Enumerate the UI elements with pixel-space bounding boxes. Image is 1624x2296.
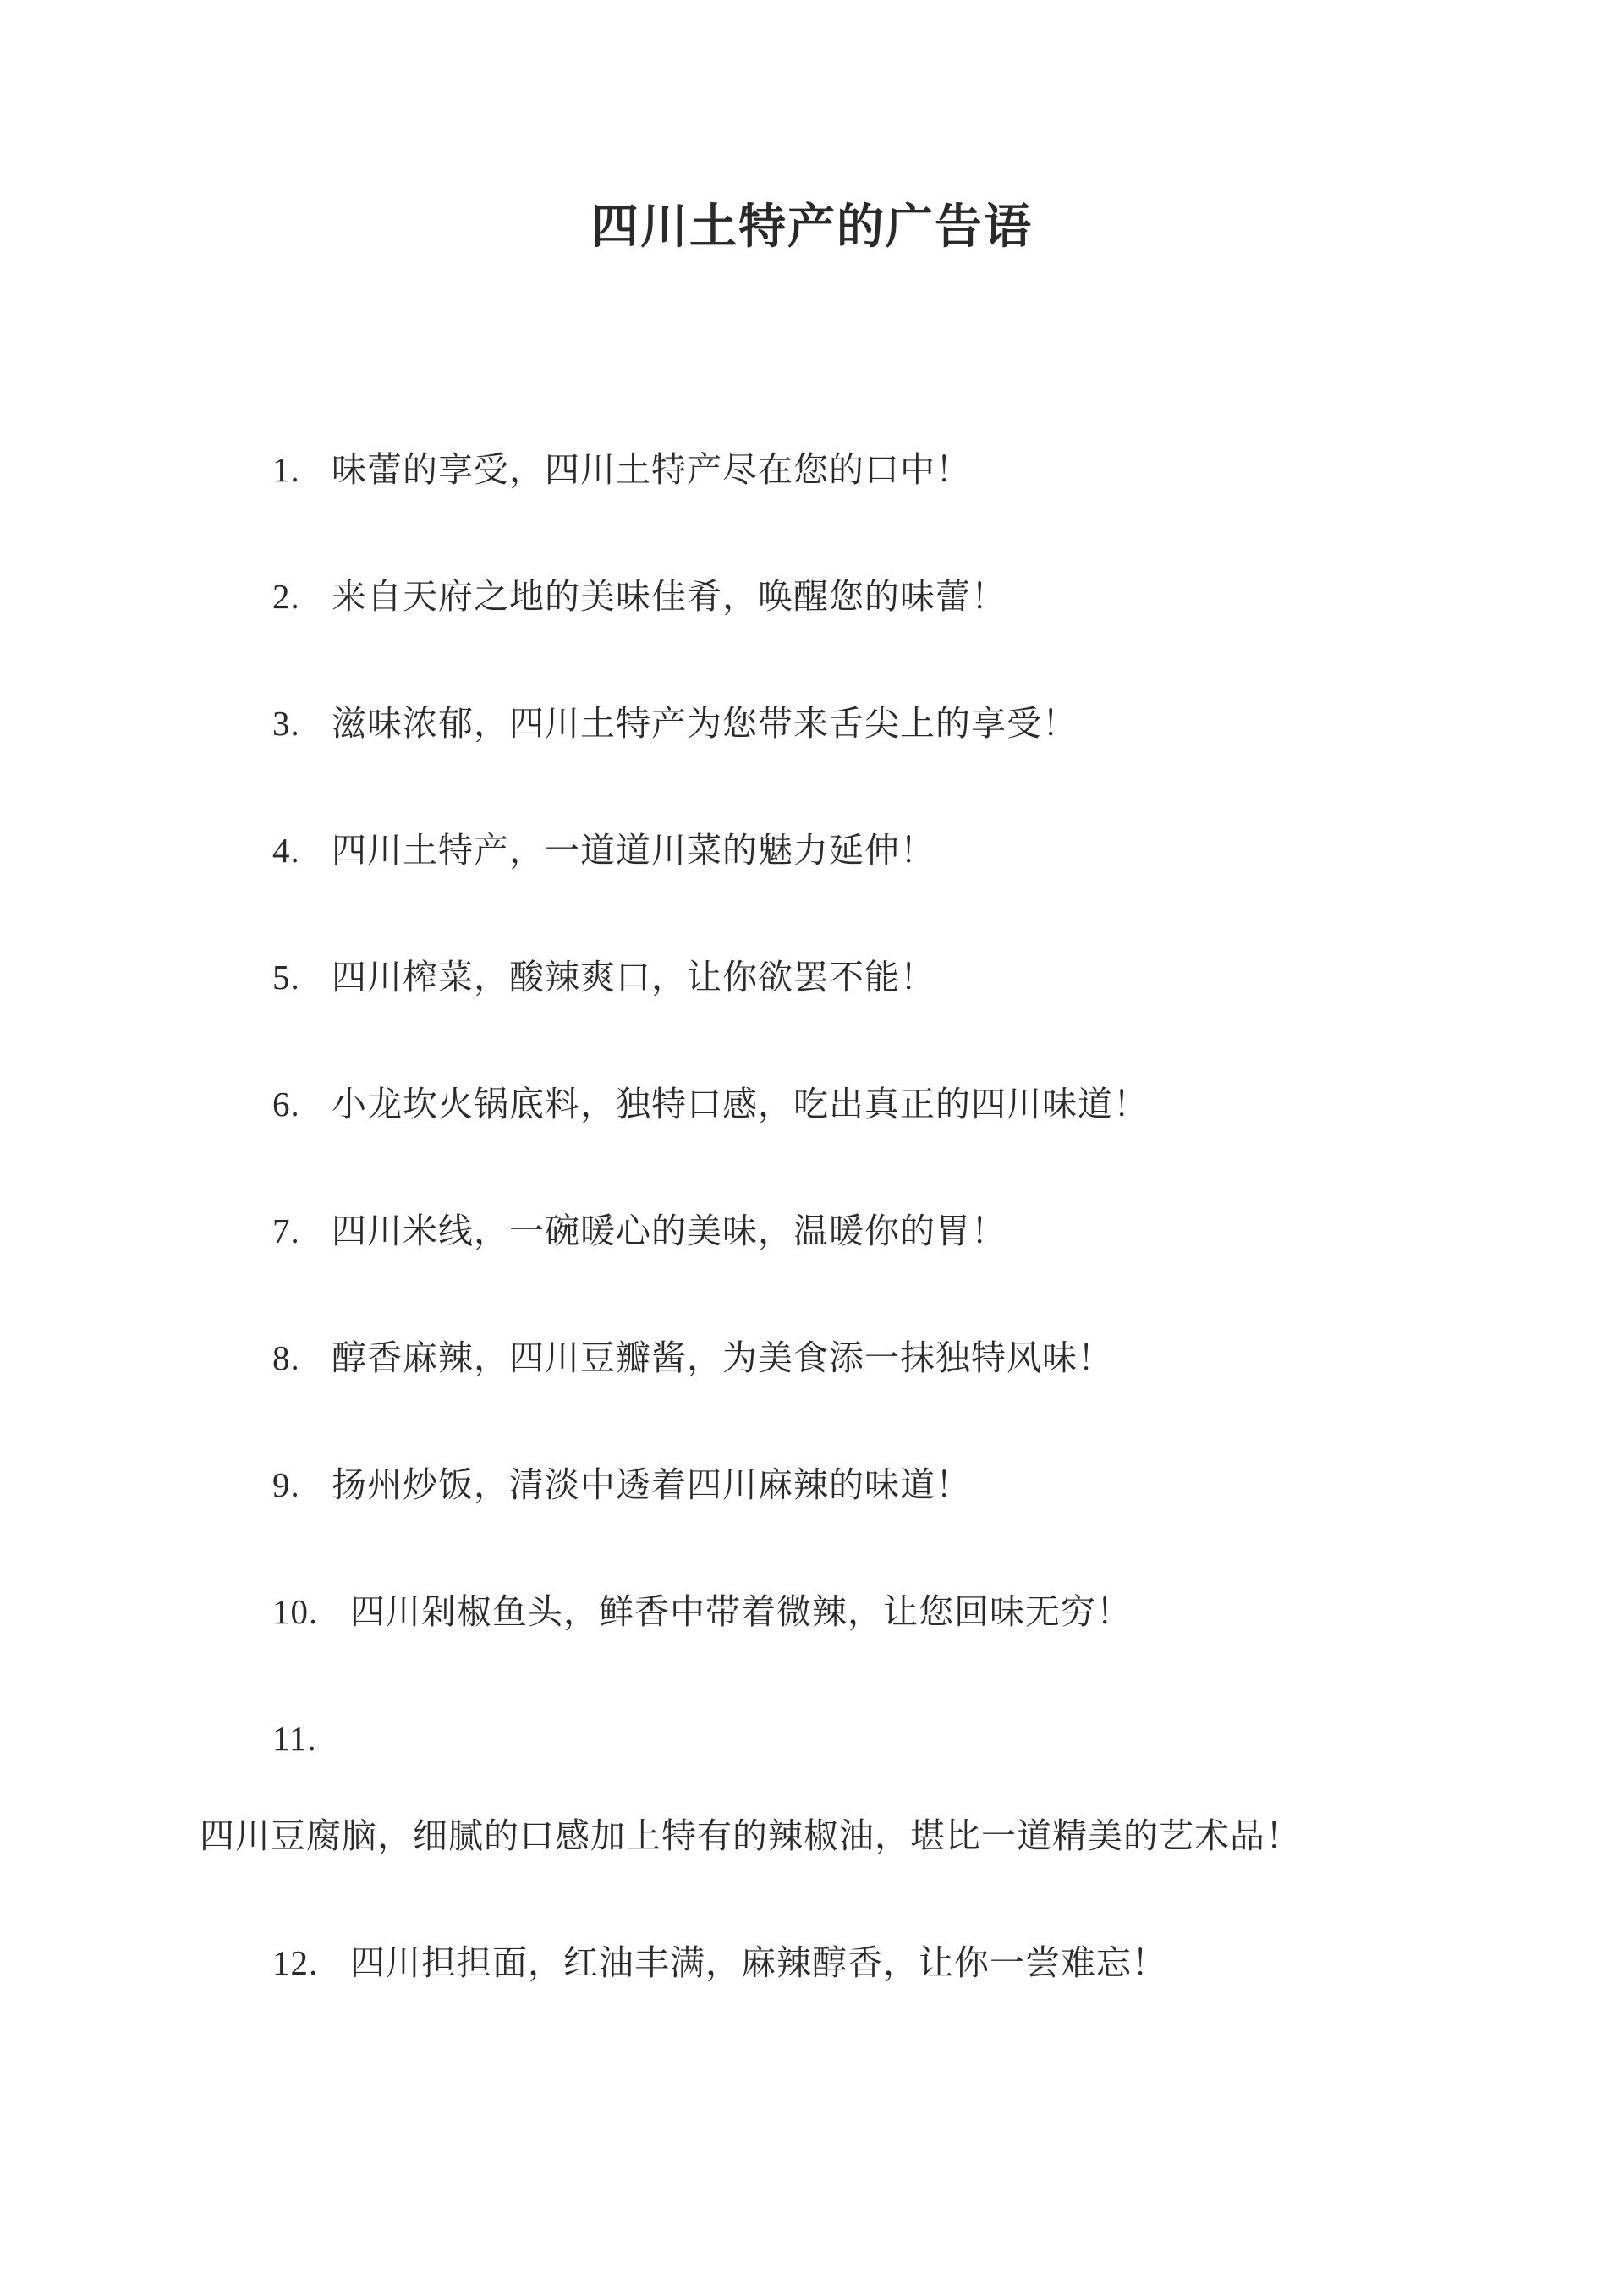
list-item-text: 四川豆腐脑，细腻的口感加上特有的辣椒油，堪比一道精美的艺术品！ (200, 1815, 1301, 1856)
list-item (272, 571, 1007, 622)
list-item-number: 8. (272, 1338, 300, 1377)
list-item-number: 4. (272, 831, 300, 870)
list-item (272, 1937, 1167, 1988)
list-item (272, 952, 935, 1002)
list-item-text: 小龙坎火锅底料，独特口感，吃出真正的四川味道！ (332, 1084, 1149, 1124)
list-item (272, 1332, 1113, 1383)
list-item-number: 5. (272, 958, 300, 997)
list-item (272, 1459, 971, 1510)
list-item-text: 四川剁椒鱼头，鲜香中带着微辣，让您回味无穷！ (350, 1591, 1132, 1632)
list-item-text: 四川米线，一碗暖心的美味，温暖你的胃！ (332, 1211, 1007, 1251)
list-item-text-wrapped (200, 1810, 1301, 1861)
list-item-number: 1. (272, 450, 300, 489)
list-item-text: 来自天府之地的美味佳肴，唤醒您的味蕾！ (332, 576, 1007, 617)
list-item-number: 11. (272, 1719, 317, 1758)
list-item-text: 四川土特产，一道道川菜的魅力延伸！ (332, 830, 935, 871)
document-title: 四川土特产的广告语 (591, 199, 1033, 255)
list-item-number: 3. (272, 704, 300, 743)
list-item (272, 1206, 1007, 1256)
list-item-text: 四川榨菜，酸辣爽口，让你欲罢不能！ (332, 957, 935, 997)
list-item-number: 12. (272, 1943, 319, 1982)
list-item-number-only (272, 1713, 317, 1764)
list-item-number: 6. (272, 1085, 300, 1123)
list-item-text: 滋味浓郁，四川土特产为您带来舌尖上的享受！ (332, 703, 1078, 744)
list-item (272, 825, 935, 876)
list-item (272, 444, 971, 495)
list-item-text: 扬州炒饭，清淡中透着四川麻辣的味道！ (332, 1464, 971, 1505)
list-item-number: 7. (272, 1211, 300, 1250)
list-item-text: 醇香麻辣，四川豆瓣酱，为美食添一抹独特风味！ (332, 1338, 1113, 1378)
list-item (272, 698, 1078, 749)
list-item (272, 1586, 1132, 1637)
list-item-number: 2. (272, 577, 300, 616)
list-item-number: 10. (272, 1592, 319, 1631)
list-item-text: 味蕾的享受，四川土特产尽在您的口中！ (332, 449, 971, 490)
list-item-text: 四川担担面，红油丰满，麻辣醇香，让你一尝难忘！ (350, 1942, 1167, 1983)
list-item (272, 1079, 1149, 1129)
list-item-number: 9. (272, 1465, 300, 1504)
